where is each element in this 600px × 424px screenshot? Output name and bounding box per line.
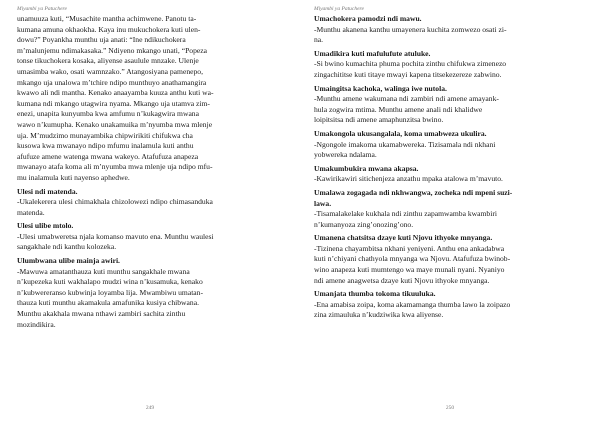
text-line: -Mawuwa amatanthauza kuti munthu sangakhale mwana: [17, 266, 190, 276]
text-line: -Ulesi umabweretsa njala komanso mavuto ena. Munthu waulesi: [17, 231, 214, 241]
text-line: dowu?” Poyankha munthu uja anati: “Ine ndikuchokera: [17, 35, 186, 45]
text-line: thauza kuti munthu akamakula amafunika kusiya chibwana.: [17, 298, 199, 308]
text-line: Munthu akakhala mwana nthawi zambiri sachita zinthu: [17, 309, 186, 319]
text-line: umasimba wako, osati wamnzako.” Atangosiyana pamenepo,: [17, 66, 203, 76]
text-line: mwanayo atafa koma ali m’nyumba mwa mlenje uja ndipo mfu-: [17, 162, 213, 172]
text-line: -Ena amabisa zoipa, koma akamamanga thumba lawo la zoipazo: [314, 299, 511, 309]
proverb-heading-line: Umadikira kuti mafulufute atuluke.: [314, 48, 431, 58]
proverb-heading-line: Umaingitsa kachoka, walinga iwe nutola.: [314, 83, 447, 93]
text-line: -Munthu akanena kanthu umayenera kuchita zomwezo osati zi-: [314, 24, 507, 34]
proverb-heading-line: lawa.: [314, 198, 332, 208]
proverb-heading-line: Ulumbwana ulibe mainja awiri.: [17, 256, 120, 266]
text-line: mu inalamula kuti nayenso aphedwe.: [17, 172, 130, 182]
text-line: kuti n’chiyani chathyola mnyanga wa Njovu. Atafufuza bwinob-: [314, 254, 511, 264]
running-head: Miyambi ya Patuchere: [314, 6, 364, 12]
text-line: wawo n’kumupha. Kenako unakamuika m’nyumba mwa mlenje: [17, 119, 213, 129]
proverb-heading-line: Umachokera pamodzi ndi mawu.: [314, 14, 422, 23]
text-line: hula zogwira mtima. Munthu amene anali ndi khalidwe: [314, 104, 483, 114]
text-line: zina zimauluka n’kudziwika kwa aliyense.: [314, 310, 444, 320]
text-line: wino anapeza kuti mumtengo wa maye munali nyani. Nyaniyo: [314, 265, 505, 275]
text-line: -Kawirikawiri sitichenjeza anzathu mpaka atalowa m’mavuto.: [314, 174, 503, 184]
text-line: yobwereka ndalama.: [314, 150, 377, 160]
proverb-heading-line: Umakongola ukusangalala, koma umabweza ukulira.: [314, 128, 487, 138]
text-line: zingachititse kuti titaye mwayi kapena titsekezereze zabwino.: [314, 69, 502, 79]
text-line: unamuuza kuti, “Musachite mantha achimwene. Panotu ta-: [17, 14, 197, 23]
proverb-heading-line: Umalawa zogagada ndi nkhwangwa, zocheka ndi mpeni suzi-: [314, 187, 513, 197]
proverb-heading-line: Umanena chatsitsa dzaye kuti Njovu ithyoke mnyanga.: [314, 233, 493, 243]
right-page-text: [314, 14, 583, 321]
proverb-heading-line: Umakumbukira mwana akapsa.: [314, 163, 419, 173]
text-line: n’kumanyoza zing’onozing’ono.: [314, 219, 414, 229]
text-line: n’kupezeka kuti wakhalapo mudzi wina n’kusamuka, kenako: [17, 277, 203, 287]
text-line: m’malunjemu ndimakasaka.” Ndiyeno mkango unati, “Popeza: [17, 45, 207, 55]
text-line: mozindikira.: [17, 319, 56, 329]
text-line: kumana amuna okhaokha. Kaya inu mukuchokera kuti ulen-: [17, 24, 201, 34]
running-head: Miyambi ya Patuchere: [17, 6, 67, 12]
text-line: kwawo ali ndi mantha. Kenako anaayamba kuuza anthu kuti wa-: [17, 88, 214, 98]
left-page-text: [17, 14, 288, 330]
proverb-heading-line: Umanjata thumba tokoma tikuuluka.: [314, 289, 436, 299]
text-line: enezi, unapita kunyumba kwa amfumu n’kukagwira mwana: [17, 109, 199, 119]
text-line: sangakhale ndi kanthu kolozeka.: [17, 242, 117, 252]
text-line: -Ukalekerera ulesi chimakhala chizolowezi ndipo chimasanduka: [17, 197, 213, 207]
proverb-heading-line: Ulesi ulibe mtolo.: [17, 221, 74, 231]
text-line: mkango uja unalowa m’tchire ndipo munthuyo anathamangira: [17, 77, 207, 87]
text-line: ndi amene anagwetsa dzaye kuti Njovu ithyoke mnyanga.: [314, 275, 490, 285]
page-number: 250: [445, 405, 455, 411]
text-line: matenda.: [17, 207, 45, 217]
text-line: tonse tikuchokera kosaka, aliyense asaulule mnzake. Ulenje: [17, 56, 199, 66]
text-line: -Munthu amene wakumana ndi zambiri ndi amene amayank-: [314, 94, 499, 104]
text-line: kumana ndi mkango utagwira nyama. Mkango uja utamva zim-: [17, 98, 210, 108]
proverb-heading-line: Ulesi ndi matenda.: [17, 186, 78, 196]
text-line: kusowa kwa mwanayo ndipo mfumu inalamula kuti anthu: [17, 141, 194, 151]
text-line: na.: [314, 35, 324, 45]
right-page: [300, 0, 600, 424]
text-line: loipitsitsa ndi amene amaphunzitsa bwino.: [314, 115, 444, 125]
text-line: afufuze amene watenga mwana wakeyo. Atafufuza anapeza: [17, 151, 199, 161]
text-line: uja. M’mudzimo munayambika chipwirikiti chifukwa cha: [17, 130, 193, 140]
text-line: -Ngongole imakoma ukamabwereka. Tizisamala ndi nkhani: [314, 139, 496, 149]
text-line: -Tisamalakelake kukhala ndi zinthu zapamwamba kwambiri: [314, 209, 497, 219]
text-line: -Tizinena chayambitsa nkhani yeniyeni. Anthu ena ankadabwa: [314, 243, 505, 253]
text-line: -Si bwino kumachita phuma pochita zinthu chifukwa zimenezo: [314, 59, 507, 69]
page-number: 249: [145, 405, 155, 411]
text-line: n’kubwereranso kubwinja loyamba lija. Mwambiwu umatan-: [17, 287, 203, 297]
